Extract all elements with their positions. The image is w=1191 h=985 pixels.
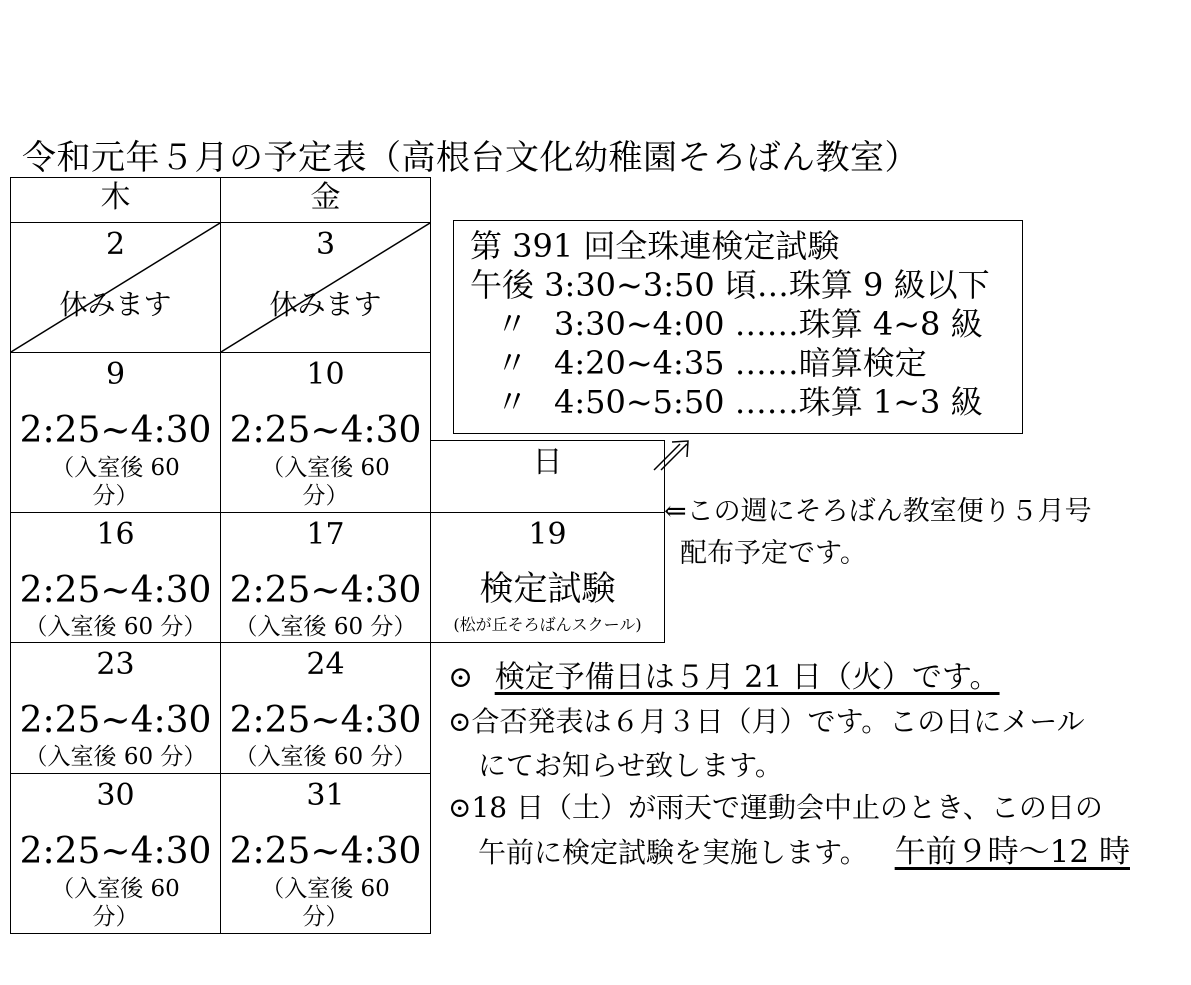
- day-number: 10: [306, 357, 345, 392]
- exam-line-2-text: 3:30~4:00 ……珠算 4~8 級: [554, 305, 983, 343]
- notice-rain-plan-time: 午前９時～12 時: [894, 834, 1130, 870]
- day-cell-31: [220, 773, 431, 934]
- header-friday-label: 金: [310, 180, 341, 215]
- day-cell-17: [220, 512, 431, 643]
- day-number: 3: [315, 227, 336, 262]
- day-cell-10: [220, 352, 431, 513]
- class-note: （入室後 60 分）: [24, 744, 207, 770]
- ditto-mark: 〃: [495, 383, 528, 421]
- notice-results-line1: 合否発表は６月３日（月）です。この日にメール: [471, 705, 1085, 738]
- day-number: 30: [96, 778, 135, 813]
- bullet-icon: ⊙: [448, 791, 472, 824]
- header-thursday: [10, 177, 221, 223]
- day-number: 23: [96, 647, 135, 682]
- notice-results: [448, 700, 1085, 744]
- notice-rain-plan: [448, 786, 1103, 830]
- bullet-icon: ⊙: [448, 660, 474, 695]
- day-number: 17: [306, 517, 345, 552]
- class-note: （入室後 60 分）: [234, 614, 417, 640]
- rest-label: 休みます: [59, 288, 172, 321]
- day-cell-30: [10, 773, 221, 934]
- page-title: 令和元年５月の予定表（高根台文化幼稚園そろばん教室）: [22, 138, 919, 178]
- class-time: 2:25~4:30: [19, 410, 212, 451]
- notice-reserve-day-text: 検定予備日は５月 21 日（火）です。: [494, 660, 1000, 695]
- double-arrow-icon: [652, 438, 692, 472]
- exam-label: 検定試験: [479, 569, 616, 609]
- class-note-line2: 分）: [92, 483, 139, 509]
- notice-reserve-day: [448, 656, 1000, 700]
- ditto-mark: 〃: [495, 344, 528, 382]
- class-note-line2: 分）: [302, 904, 349, 930]
- exam-line-2: [470, 305, 1022, 344]
- exam-venue: (松が丘そろばんスクール): [453, 615, 642, 634]
- ditto-mark: 〃: [495, 305, 528, 343]
- class-time: 2:25~4:30: [19, 570, 212, 611]
- exam-title: 第 391 回全珠連検定試験: [470, 227, 840, 265]
- class-note-line2: 分）: [302, 483, 349, 509]
- day-cell-19: [430, 512, 665, 643]
- class-note-line1: （入室後 60: [261, 876, 390, 902]
- day-cell-16: [10, 512, 221, 643]
- rest-label: 休みます: [269, 288, 382, 321]
- newsletter-note-line1: ⇐この週にそろばん教室便り５月号: [664, 496, 1092, 527]
- class-time: 2:25~4:30: [229, 831, 422, 872]
- day-number: 19: [528, 517, 567, 552]
- exam-schedule-box: [453, 220, 1023, 434]
- bullet-icon: ⊙: [448, 705, 472, 738]
- class-note-line1: （入室後 60: [51, 455, 180, 481]
- notice-rain-plan-line1: 18 日（土）が雨天で運動会中止のとき、この日の: [471, 791, 1103, 824]
- day-number: 16: [96, 517, 135, 552]
- day-cell-9: [10, 352, 221, 513]
- header-sunday: [430, 440, 665, 513]
- class-note: （入室後 60 分）: [234, 744, 417, 770]
- exam-line-4-text: 4:50~5:50 ……珠算 1~3 級: [554, 383, 983, 421]
- exam-line-3: [470, 344, 1022, 383]
- exam-line-1: 午後 3:30~3:50 頃…珠算 9 級以下: [470, 266, 990, 304]
- class-note-line1: （入室後 60: [51, 876, 180, 902]
- day-number: 2: [105, 227, 126, 262]
- day-cell-23: [10, 642, 221, 774]
- class-time: 2:25~4:30: [229, 410, 422, 451]
- day-number: 24: [306, 647, 345, 682]
- class-note: （入室後 60 分）: [24, 614, 207, 640]
- day-cell-2: [10, 222, 221, 353]
- class-time: 2:25~4:30: [19, 700, 212, 741]
- newsletter-note-line2: 配布予定です。: [680, 538, 867, 569]
- notice-results-line2: にてお知らせ致します。: [478, 749, 783, 782]
- header-sunday-label: 日: [532, 445, 563, 480]
- class-time: 2:25~4:30: [19, 831, 212, 872]
- day-cell-3: [220, 222, 431, 353]
- class-note-line1: （入室後 60: [261, 455, 390, 481]
- exam-line-3-text: 4:20~4:35 ……暗算検定: [554, 344, 927, 382]
- header-thursday-label: 木: [100, 180, 131, 215]
- notice-rain-plan-line2: [478, 830, 1130, 875]
- day-cell-24: [220, 642, 431, 774]
- header-friday: [220, 177, 431, 223]
- class-note-line2: 分）: [92, 904, 139, 930]
- day-number: 9: [105, 357, 126, 392]
- class-time: 2:25~4:30: [229, 570, 422, 611]
- day-number: 31: [306, 778, 345, 813]
- notice-rain-plan-line2-text: 午前に検定試験を実施します。: [478, 836, 868, 869]
- class-time: 2:25~4:30: [229, 700, 422, 741]
- exam-line-4: [470, 383, 1022, 422]
